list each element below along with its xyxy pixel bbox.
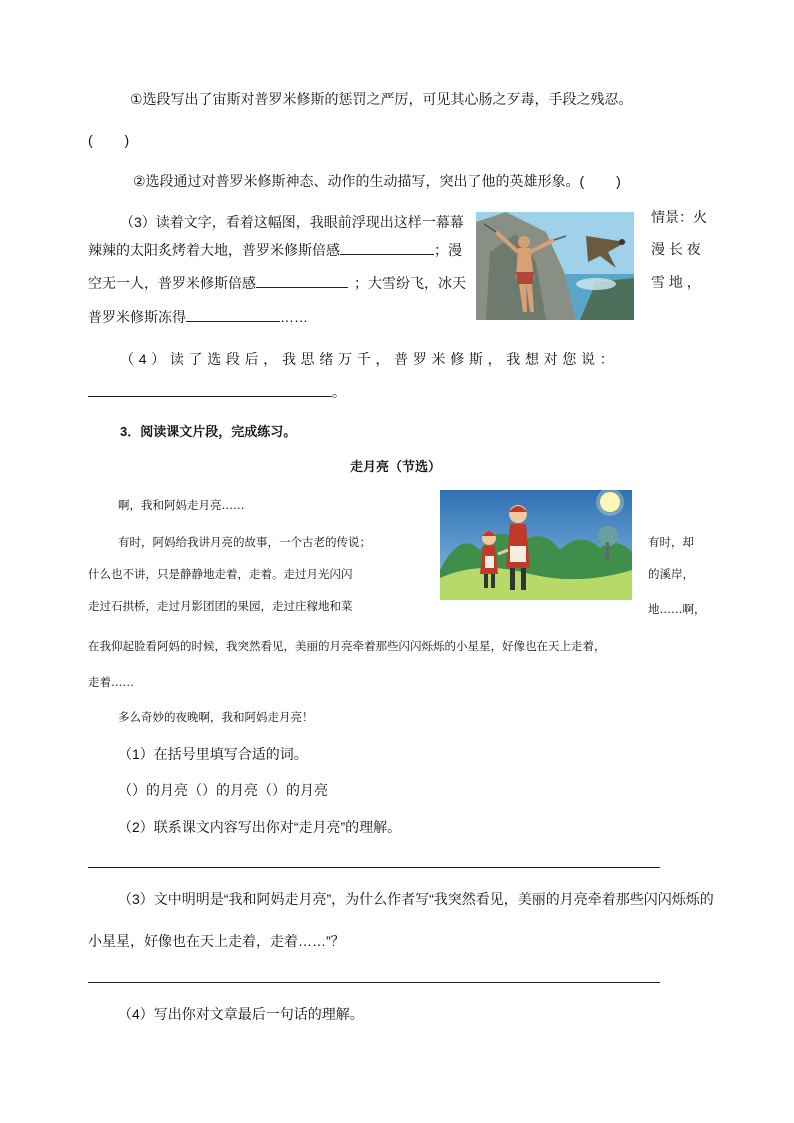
q3-passage-p2b: 什么也不讲，只是静静地走着，走着。走过月光闪闪 xyxy=(88,567,353,581)
q3-passage-p1: 啊，我和阿妈走月亮…… xyxy=(118,498,245,512)
q3-sub2-prompt: （2）联系课文内容写出你对“走月亮”的理解。 xyxy=(118,819,402,835)
q2-sub3-line3 xyxy=(88,273,466,292)
moon-walk-drawing xyxy=(440,490,632,600)
q2-sub3-line2-text-b: ；漫 xyxy=(434,242,462,258)
q3-sub3-line2: 小星星，好像也在天上走着，走着……”？ xyxy=(88,933,345,949)
q2-item2: ②选段通过对普罗米修斯神态、动作的生动描写，突出了他的英雄形象。( ) xyxy=(133,173,621,189)
q2-sub3-line2-text-a: 辣辣的太阳炙烤着大地，普罗米修斯倍感 xyxy=(88,242,340,258)
q2-sub3-right1: 情景：火 xyxy=(651,209,707,225)
q3-passage-title: 走月亮（节选） xyxy=(350,459,442,474)
prometheus-drawing xyxy=(476,212,634,320)
q3-sub3-answer-line[interactable] xyxy=(88,982,660,983)
q3-passage-p3: 多么奇妙的夜晚啊，我和阿妈走月亮！ xyxy=(118,710,314,724)
answer-blank[interactable] xyxy=(340,240,434,255)
q3-passage-p2a: 有时，阿妈给我讲月亮的故事，一个古老的传说； xyxy=(118,535,371,549)
answer-blank[interactable] xyxy=(88,382,332,397)
q3-passage-right3: 地……啊， xyxy=(648,602,706,616)
q2-sub3-line4 xyxy=(88,307,308,326)
q3-sub3-line1: （3）文中明明是“我和阿妈走月亮”，为什么作者写“我突然看见，美丽的月亮牵着那些闪闪烁烁的 xyxy=(118,891,714,907)
q2-sub3-line3-text-a: 空无一人，普罗米修斯倍感 xyxy=(88,275,256,291)
q3-sub2-answer-line[interactable] xyxy=(88,867,660,868)
q2-sub4-line1: （ 4 ） 读 了 选 段 后 ， 我 思 绪 万 千 ， 普 罗 米 修 斯 ， 我 想 对 您 说 ： xyxy=(120,351,615,367)
q3-passage-right2: 的溪岸， xyxy=(648,567,694,581)
q2-sub3-right3: 雪 地 ， xyxy=(651,274,701,290)
answer-blank[interactable] xyxy=(256,273,348,288)
q2-sub3-line3-text-b: ；大雪纷飞，冰天 xyxy=(354,275,466,291)
moon-walk-illustration xyxy=(440,490,632,600)
q3-passage-p2c: 走过石拱桥，走过月影团团的果园，走过庄稼地和菜 xyxy=(88,599,353,613)
q3-passage-right1: 有时，却 xyxy=(648,535,694,549)
q2-item1-answer-paren[interactable]: ( ) xyxy=(88,132,130,148)
q2-item1: ①选段写出了宙斯对普罗米修斯的惩罚之严厉，可见其心肠之歹毒，手段之残忍。 xyxy=(130,91,633,107)
q2-sub3-line4-text-a: 普罗米修斯冻得 xyxy=(88,309,186,325)
prometheus-illustration xyxy=(476,212,634,320)
q2-sub3-line1: （3）读着文字，看着这幅图，我眼前浮现出这样一幕幕 xyxy=(120,214,464,230)
q2-sub3-right2: 漫 长 夜 xyxy=(651,241,701,257)
q2-sub3-line2 xyxy=(88,240,462,259)
q2-sub4-line2 xyxy=(88,382,346,401)
q3-heading: 3．阅读课文片段，完成练习。 xyxy=(120,424,297,439)
q2-sub3-line4-text-b: …… xyxy=(280,309,308,325)
q3-sub4-prompt: （4）写出你对文章最后一句话的理解。 xyxy=(118,1006,364,1022)
q3-sub1-prompt: （1）在括号里填写合适的词。 xyxy=(118,746,308,762)
q2-sub4-end: 。 xyxy=(332,384,346,400)
q3-passage-p2e: 走着…… xyxy=(88,675,134,689)
q3-passage-p2d: 在我仰起脸看阿妈的时候，我突然看见，美丽的月亮牵着那些闪闪烁烁的小星星，好像也在天上走着， xyxy=(88,639,606,653)
answer-blank[interactable] xyxy=(186,307,280,322)
q3-sub1-fill-blanks[interactable]: （）的月亮（）的月亮（）的月亮 xyxy=(118,782,328,798)
